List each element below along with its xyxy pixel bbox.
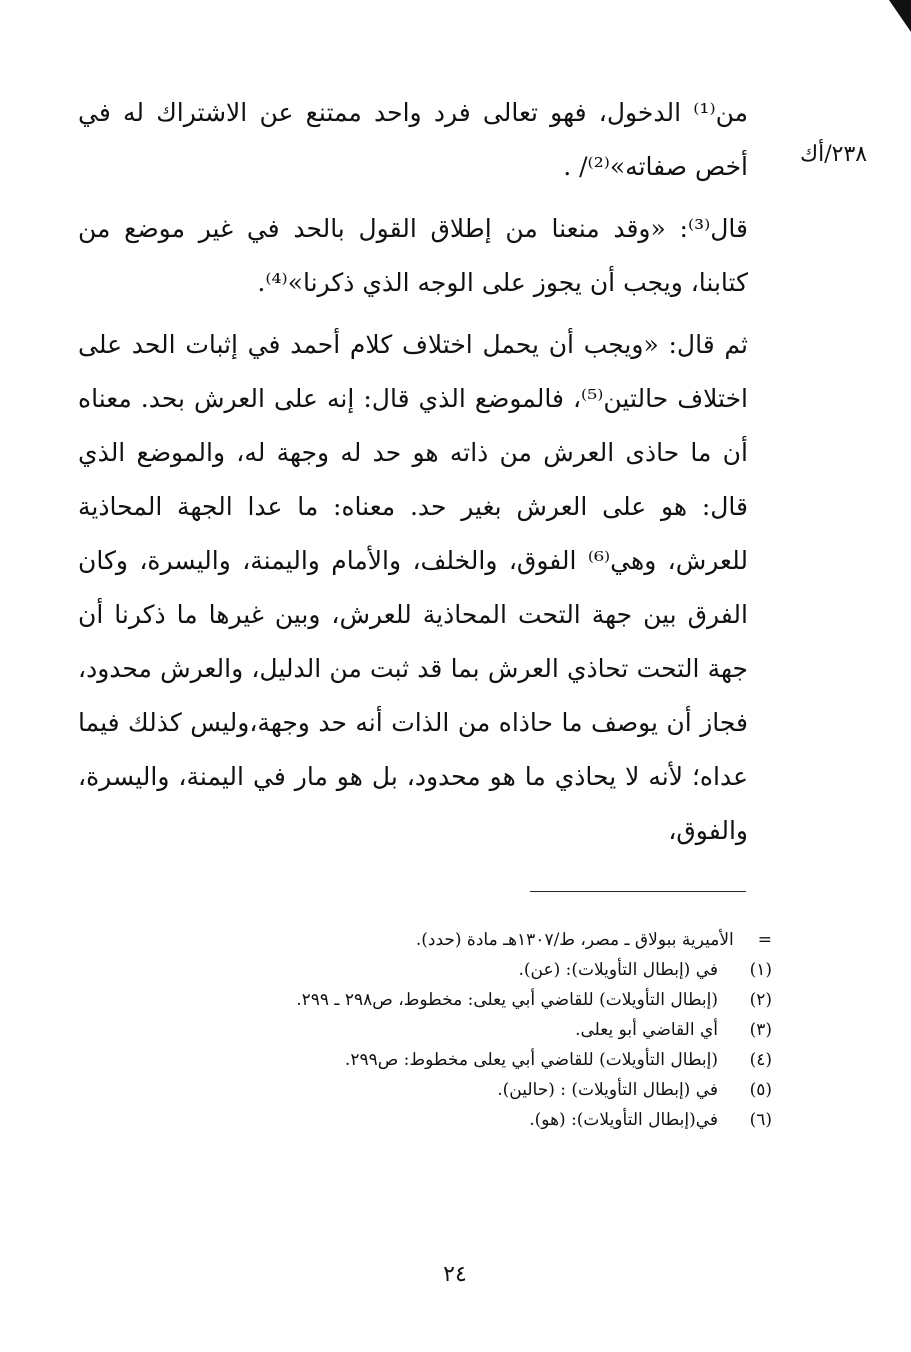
footnote-number: (٥) — [749, 1080, 772, 1100]
page-corner-mark — [889, 0, 911, 32]
footnote-separator — [530, 891, 746, 892]
continuation-text: الأميرية ببولاق ـ مصر، ط/١٣٠٧هـ مادة (حدد). — [415, 930, 734, 950]
footnote — [100, 1075, 772, 1105]
footnote-number: (١) — [749, 960, 772, 980]
continuation-marker: = — [757, 930, 772, 950]
footnote-text: (إبطال التأويلات) للقاضي أبي يعلى: مخطوط، ص٢٩٨ ـ ٢٩٩. — [296, 990, 718, 1010]
page-number: ٢٤ — [443, 1262, 467, 1287]
footnote — [100, 1105, 772, 1135]
paragraph: قال⁽³⁾: «وقد منعنا من إطلاق القول بالحد في غير موضع من كتابنا، ويجب أن يجوز على الوجه الذي ذكرنا»⁽⁴⁾. — [78, 214, 748, 297]
footnote-number: (٤) — [749, 1050, 772, 1070]
footnotes — [100, 925, 772, 1135]
footnote-text: في (إبطال التأويلات) : (حالين). — [497, 1080, 718, 1100]
footnote-continuation — [100, 925, 772, 955]
footnote — [100, 985, 772, 1015]
footnote-text: في (إبطال التأويلات): (عن). — [518, 960, 718, 980]
main-text — [78, 86, 748, 866]
paragraph: من⁽¹⁾ الدخول، فهو تعالى فرد واحد ممتنع عن الاشتراك له في أخص صفاته»⁽²⁾/ . — [78, 98, 748, 181]
footnote-number: (٦) — [749, 1110, 772, 1130]
manuscript-folio-reference: ٢٣٨/أك — [800, 142, 868, 167]
footnote-number: (٣) — [749, 1020, 772, 1040]
footnote-text: أي القاضي أبو يعلى. — [575, 1020, 718, 1040]
paragraph: ثم قال: «ويجب أن يحمل اختلاف كلام أحمد في إثبات الحد على اختلاف حالتين⁽⁵⁾، فالموضع الذي قال: إنه على العرش بحد. معناه أن ما حاذى العرش من ذاته هو حد له وجهة له، والموضع الذي قال: هو على العرش بغير حد. معناه: ما عدا الجهة المحاذية للعرش، وهي⁽⁶⁾ الفوق، والخلف، والأمام واليمنة، واليسرة، وكان الفرق بين جهة التحت المحاذية للعرش، وبين غيرها ما ذكرنا أن جهة التحت تحاذي العرش بما قد ثبت من الدليل، والعرش محدود، فجاز أن يوصف ما حاذاه من الذات أنه حد وجهة،وليس كذلك فيما عداه؛ لأنه لا يحاذي ما هو محدود، بل هو مار في اليمنة، واليسرة، والفوق، — [78, 330, 749, 845]
footnote-text: (إبطال التأويلات) للقاضي أبي يعلى مخطوط: ص٢٩٩. — [344, 1050, 718, 1070]
footnote — [100, 955, 772, 985]
footnote — [100, 1015, 772, 1045]
footnote — [100, 1045, 772, 1075]
footnote-text: في(إبطال التأويلات): (هو). — [529, 1110, 718, 1130]
footnote-number: (٢) — [749, 990, 772, 1010]
